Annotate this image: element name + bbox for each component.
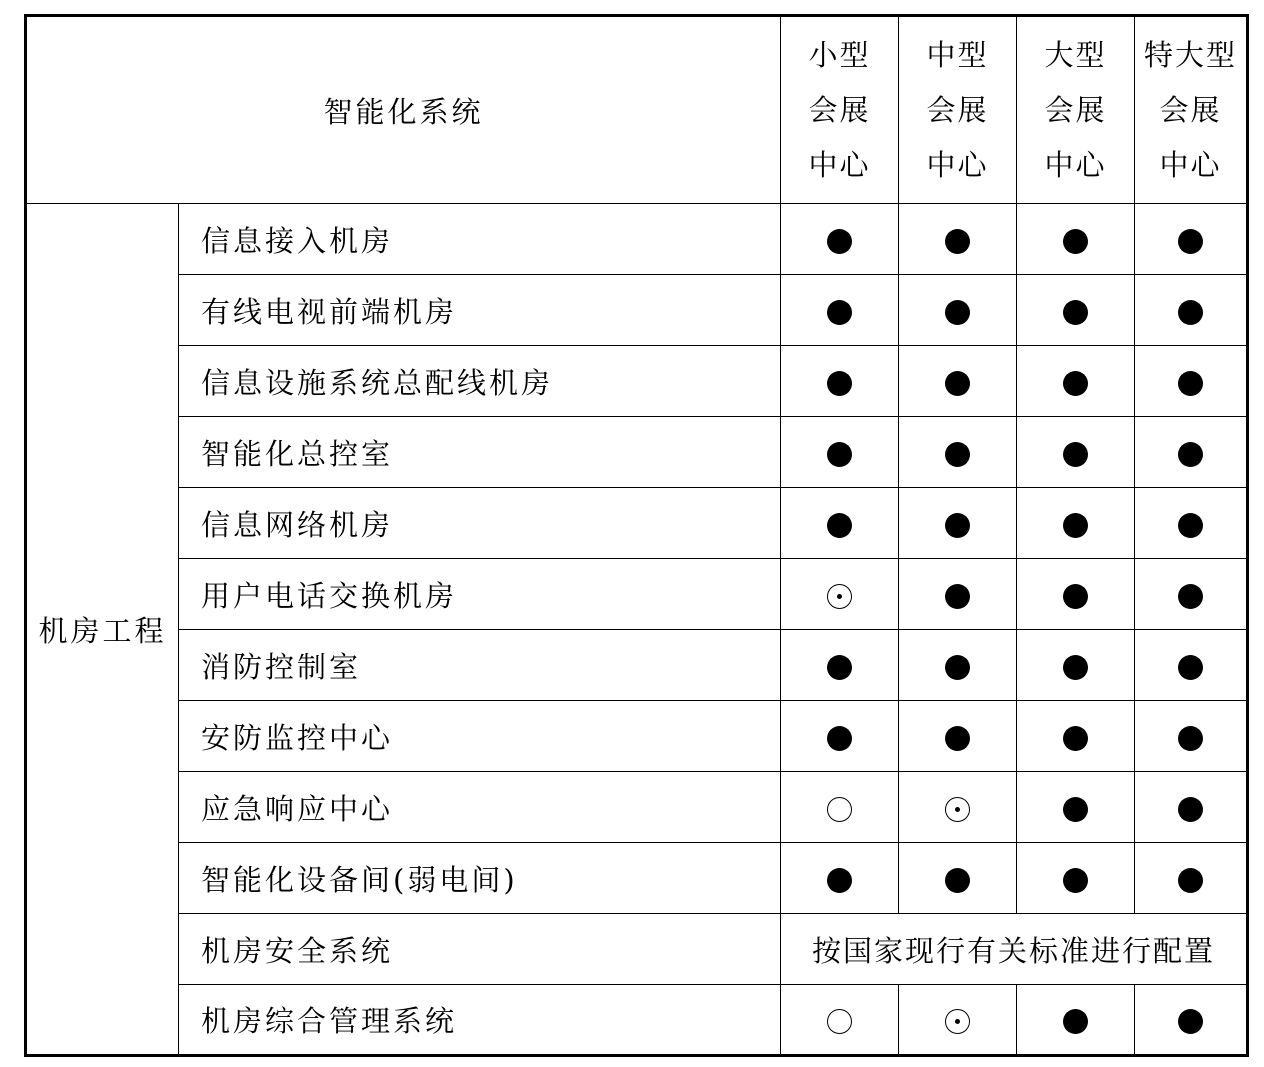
mark-cell bbox=[781, 488, 899, 559]
filled-circle-icon bbox=[1178, 229, 1203, 254]
filled-circle-icon bbox=[1178, 726, 1203, 751]
filled-circle-icon bbox=[945, 726, 970, 751]
column-header-line: 中心 bbox=[1044, 147, 1107, 182]
column-header-small bbox=[781, 16, 899, 204]
mark-cell bbox=[1135, 985, 1248, 1056]
mark-cell bbox=[1017, 346, 1135, 417]
filled-circle-icon bbox=[1178, 371, 1203, 396]
filled-circle-icon bbox=[1178, 513, 1203, 538]
row-label: 应急响应中心 bbox=[179, 772, 781, 843]
filled-circle-icon bbox=[1063, 868, 1088, 893]
row-label: 信息接入机房 bbox=[179, 204, 781, 275]
mark-cell bbox=[781, 843, 899, 914]
table-row bbox=[26, 701, 1248, 772]
mark-cell bbox=[1135, 701, 1248, 772]
mark-cell bbox=[1135, 417, 1248, 488]
filled-circle-icon bbox=[1178, 584, 1203, 609]
mark-cell bbox=[1135, 772, 1248, 843]
mark-cell bbox=[1135, 559, 1248, 630]
mark-cell bbox=[899, 559, 1017, 630]
mark-cell bbox=[1135, 204, 1248, 275]
filled-circle-icon bbox=[827, 229, 852, 254]
header-row bbox=[26, 16, 1248, 204]
filled-circle-icon bbox=[827, 726, 852, 751]
mark-cell bbox=[781, 985, 899, 1056]
filled-circle-icon bbox=[1063, 442, 1088, 467]
filled-circle-icon bbox=[945, 584, 970, 609]
filled-circle-icon bbox=[827, 868, 852, 893]
table-row bbox=[26, 346, 1248, 417]
column-header-line: 会展 bbox=[926, 92, 989, 127]
table-row bbox=[26, 275, 1248, 346]
mark-cell bbox=[1017, 275, 1135, 346]
table-row bbox=[26, 985, 1248, 1056]
table-title: 智能化系统 bbox=[26, 16, 781, 204]
row-label: 有线电视前端机房 bbox=[179, 275, 781, 346]
filled-circle-icon bbox=[1178, 1009, 1203, 1034]
mark-cell bbox=[1017, 985, 1135, 1056]
column-header-line: 会展 bbox=[1159, 92, 1222, 127]
mark-cell bbox=[899, 346, 1017, 417]
column-header-line: 中心 bbox=[926, 147, 989, 182]
dotted-circle-icon bbox=[945, 797, 970, 822]
mark-cell bbox=[781, 772, 899, 843]
filled-circle-icon bbox=[1063, 655, 1088, 680]
table-row bbox=[26, 204, 1248, 275]
dotted-circle-icon bbox=[945, 1009, 970, 1034]
filled-circle-icon bbox=[1178, 442, 1203, 467]
table-row bbox=[26, 772, 1248, 843]
mark-cell bbox=[1017, 630, 1135, 701]
mark-cell bbox=[899, 275, 1017, 346]
table-row bbox=[26, 417, 1248, 488]
filled-circle-icon bbox=[1063, 584, 1088, 609]
mark-cell bbox=[899, 204, 1017, 275]
mark-cell bbox=[1017, 204, 1135, 275]
mark-cell bbox=[1135, 488, 1248, 559]
table-row bbox=[26, 914, 1248, 985]
filled-circle-icon bbox=[1063, 300, 1088, 325]
column-header-line: 小型 bbox=[808, 37, 871, 72]
row-label: 机房安全系统 bbox=[179, 914, 781, 985]
row-label: 信息设施系统总配线机房 bbox=[179, 346, 781, 417]
filled-circle-icon bbox=[1063, 726, 1088, 751]
spec-table bbox=[24, 14, 1249, 1057]
mark-cell bbox=[781, 346, 899, 417]
mark-cell bbox=[899, 701, 1017, 772]
column-header-line: 特大型 bbox=[1143, 37, 1237, 72]
filled-circle-icon bbox=[1178, 797, 1203, 822]
row-label: 机房综合管理系统 bbox=[179, 985, 781, 1056]
mark-cell bbox=[1135, 275, 1248, 346]
filled-circle-icon bbox=[1063, 513, 1088, 538]
filled-circle-icon bbox=[1063, 1009, 1088, 1034]
table-row bbox=[26, 843, 1248, 914]
table-row bbox=[26, 559, 1248, 630]
mark-cell bbox=[1017, 417, 1135, 488]
column-header-medium bbox=[899, 16, 1017, 204]
mark-cell bbox=[1017, 701, 1135, 772]
mark-cell bbox=[781, 559, 899, 630]
mark-cell bbox=[1135, 346, 1248, 417]
filled-circle-icon bbox=[945, 229, 970, 254]
mark-cell bbox=[899, 772, 1017, 843]
column-header-line: 中型 bbox=[926, 37, 989, 72]
filled-circle-icon bbox=[827, 513, 852, 538]
row-label: 消防控制室 bbox=[179, 630, 781, 701]
filled-circle-icon bbox=[827, 655, 852, 680]
hollow-circle-icon bbox=[827, 797, 852, 822]
mark-cell bbox=[899, 843, 1017, 914]
row-label: 智能化总控室 bbox=[179, 417, 781, 488]
mark-cell bbox=[781, 630, 899, 701]
filled-circle-icon bbox=[827, 442, 852, 467]
filled-circle-icon bbox=[1063, 797, 1088, 822]
row-note: 按国家现行有关标准进行配置 bbox=[781, 914, 1248, 985]
filled-circle-icon bbox=[827, 371, 852, 396]
filled-circle-icon bbox=[827, 300, 852, 325]
mark-cell bbox=[899, 488, 1017, 559]
table-row bbox=[26, 488, 1248, 559]
column-header-line: 会展 bbox=[1044, 92, 1107, 127]
filled-circle-icon bbox=[945, 655, 970, 680]
mark-cell bbox=[899, 630, 1017, 701]
column-header-extra-large bbox=[1135, 16, 1248, 204]
mark-cell bbox=[781, 417, 899, 488]
mark-cell bbox=[1017, 488, 1135, 559]
filled-circle-icon bbox=[945, 868, 970, 893]
row-label: 安防监控中心 bbox=[179, 701, 781, 772]
mark-cell bbox=[899, 417, 1017, 488]
column-header-line: 会展 bbox=[808, 92, 871, 127]
dotted-circle-icon bbox=[827, 584, 852, 609]
filled-circle-icon bbox=[945, 300, 970, 325]
mark-cell bbox=[781, 275, 899, 346]
category-cell: 机房工程 bbox=[26, 204, 179, 1056]
mark-cell bbox=[1017, 559, 1135, 630]
mark-cell bbox=[781, 204, 899, 275]
filled-circle-icon bbox=[945, 371, 970, 396]
filled-circle-icon bbox=[1178, 868, 1203, 893]
row-label: 信息网络机房 bbox=[179, 488, 781, 559]
mark-cell bbox=[1135, 630, 1248, 701]
mark-cell bbox=[899, 985, 1017, 1056]
row-label: 智能化设备间(弱电间) bbox=[179, 843, 781, 914]
filled-circle-icon bbox=[1063, 371, 1088, 396]
column-header-line: 大型 bbox=[1044, 37, 1107, 72]
mark-cell bbox=[1017, 772, 1135, 843]
filled-circle-icon bbox=[945, 442, 970, 467]
filled-circle-icon bbox=[1063, 229, 1088, 254]
column-header-large bbox=[1017, 16, 1135, 204]
filled-circle-icon bbox=[1178, 655, 1203, 680]
mark-cell bbox=[1135, 843, 1248, 914]
mark-cell bbox=[1017, 843, 1135, 914]
filled-circle-icon bbox=[1178, 300, 1203, 325]
column-header-line: 中心 bbox=[808, 147, 871, 182]
table-row bbox=[26, 630, 1248, 701]
hollow-circle-icon bbox=[827, 1009, 852, 1034]
row-label: 用户电话交换机房 bbox=[179, 559, 781, 630]
column-header-line: 中心 bbox=[1159, 147, 1222, 182]
mark-cell bbox=[781, 701, 899, 772]
filled-circle-icon bbox=[945, 513, 970, 538]
